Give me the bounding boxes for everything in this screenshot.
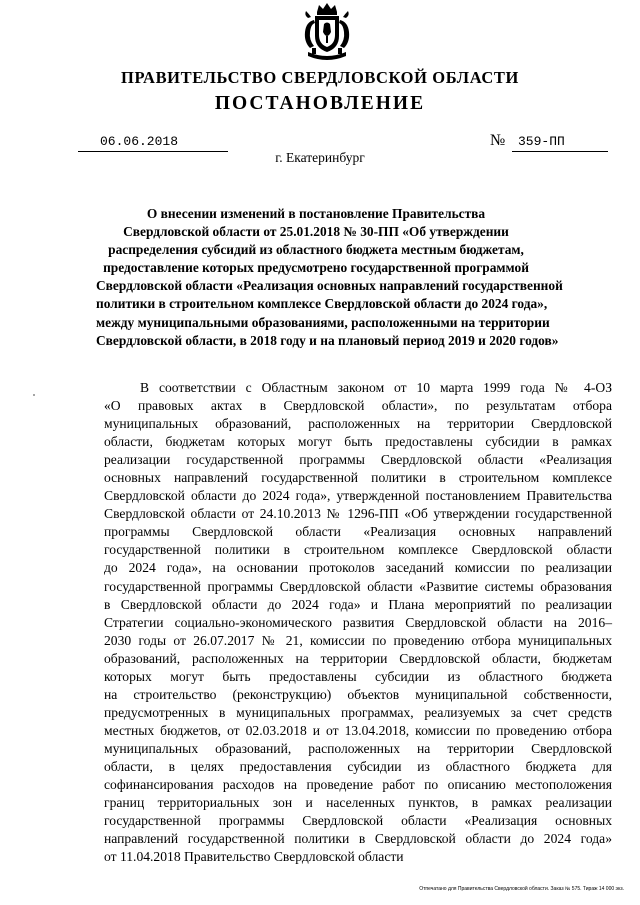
government-title: ПРАВИТЕЛЬСТВО СВЕРДЛОВСКОЙ ОБЛАСТИ xyxy=(121,68,519,87)
body-line: области, в целях предоставления субсидии из областного бюджета для xyxy=(104,758,612,774)
heading-line: предоставление которых предусмотрено государственной программой xyxy=(103,260,529,276)
body-line: государственной программы Свердловской области «Реализация основных xyxy=(104,813,612,829)
body-line: Свердловской области от 24.10.2013 № 1296-ПП «Об утверждении государственной xyxy=(104,506,612,522)
print-run-note: Отпечатано для Правительства Свердловской области. Заказ № 575. Тираж 14 000 экз. xyxy=(419,886,624,892)
heading-line: политики в строительном комплексе Свердловской области до 2024 года», xyxy=(96,296,548,312)
body-line: области, бюджетам которых могут быть предоставлены субсидии в рамках xyxy=(104,434,612,450)
body-line: от 11.04.2018 Правительство Свердловской области xyxy=(104,849,404,865)
body-line: «О правовых актах в Свердловской области», по результатам отбора xyxy=(104,398,612,414)
coat-of-arms-icon xyxy=(300,2,354,64)
document-date: 06.06.2018 xyxy=(100,134,179,149)
heading-line: между муниципальными образованиями, расположенными на территории xyxy=(96,314,550,330)
body-line: реализации государственной программы Свердловской области «Реализация xyxy=(104,452,612,468)
body-line: до 2024 года», на основании протоколов заседаний комиссии по реализации xyxy=(104,560,612,576)
document-body xyxy=(104,379,612,866)
body-line: муниципальных образований, расположенных на территории Свердловской xyxy=(104,416,612,432)
body-line: государственной политики в строительном комплексе Свердловской области xyxy=(104,542,612,558)
body-line: предусмотренных в муниципальных программах, реализуемых за счет средств xyxy=(104,704,612,720)
body-line: которых могут быть предоставлены субсидии из областного бюджета xyxy=(104,668,612,684)
document-heading xyxy=(96,205,563,350)
body-line: образований, расположенных на территории Свердловской области, бюджетам xyxy=(104,650,612,666)
document-number: 359-ПП xyxy=(518,134,565,149)
scan-speck xyxy=(33,394,35,396)
body-line: 2030 годы от 26.07.2017 № 21, комиссии по проведению отбора муниципальных xyxy=(104,632,612,648)
document-type: ПОСТАНОВЛЕНИЕ xyxy=(214,93,426,114)
body-line: в Свердловской области до 2024 года» и Плана мероприятий по реализации xyxy=(104,596,612,612)
heading-line: Свердловской области «Реализация основных направлений государственной xyxy=(96,278,563,294)
heading-line: Свердловской области, в 2018 году и на плановый период 2019 и 2020 годов» xyxy=(96,332,559,348)
body-line: Стратегии социально-экономического развития Свердловской области на 2016– xyxy=(104,614,612,630)
body-line: софинансирования расходов на проведение работ по описанию местоположения xyxy=(104,777,612,793)
heading-line: Свердловской области от 25.01.2018 № 30-ПП «Об утверждении xyxy=(123,224,509,240)
body-line: Свердловской области до 2024 года», утвержденной постановлением Правительства xyxy=(104,488,612,504)
city-label: г. Екатеринбург xyxy=(275,150,365,165)
body-line: государственной программы Свердловской области «Развитие системы образования xyxy=(104,578,612,594)
body-line: основных направлений государственной политики в строительном комплексе xyxy=(104,470,612,486)
number-sign: № xyxy=(490,132,506,149)
body-line: направлений государственной политики в Свердловской области до 2024 года» xyxy=(104,831,612,847)
body-line: программы Свердловской области «Реализация основных направлений xyxy=(104,524,612,540)
body-line: границ территориальных зон и населенных пунктов, в рамках реализации xyxy=(104,795,612,811)
body-line: В соответствии с Областным законом от 10 марта 1999 года № 4-ОЗ xyxy=(140,380,612,395)
body-line: муниципальных образований, расположенных на территории Свердловской xyxy=(104,740,612,756)
body-line: на строительство (реконструкцию) объектов муниципальной собственности, xyxy=(104,686,612,702)
heading-line: распределения субсидий из областного бюджета местным бюджетам, xyxy=(108,242,524,258)
heading-line: О внесении изменений в постановление Правительства xyxy=(146,206,486,221)
body-line: местных бюджетов, от 02.03.2018 и от 13.04.2018, комиссии по проведению отбора xyxy=(104,722,612,738)
